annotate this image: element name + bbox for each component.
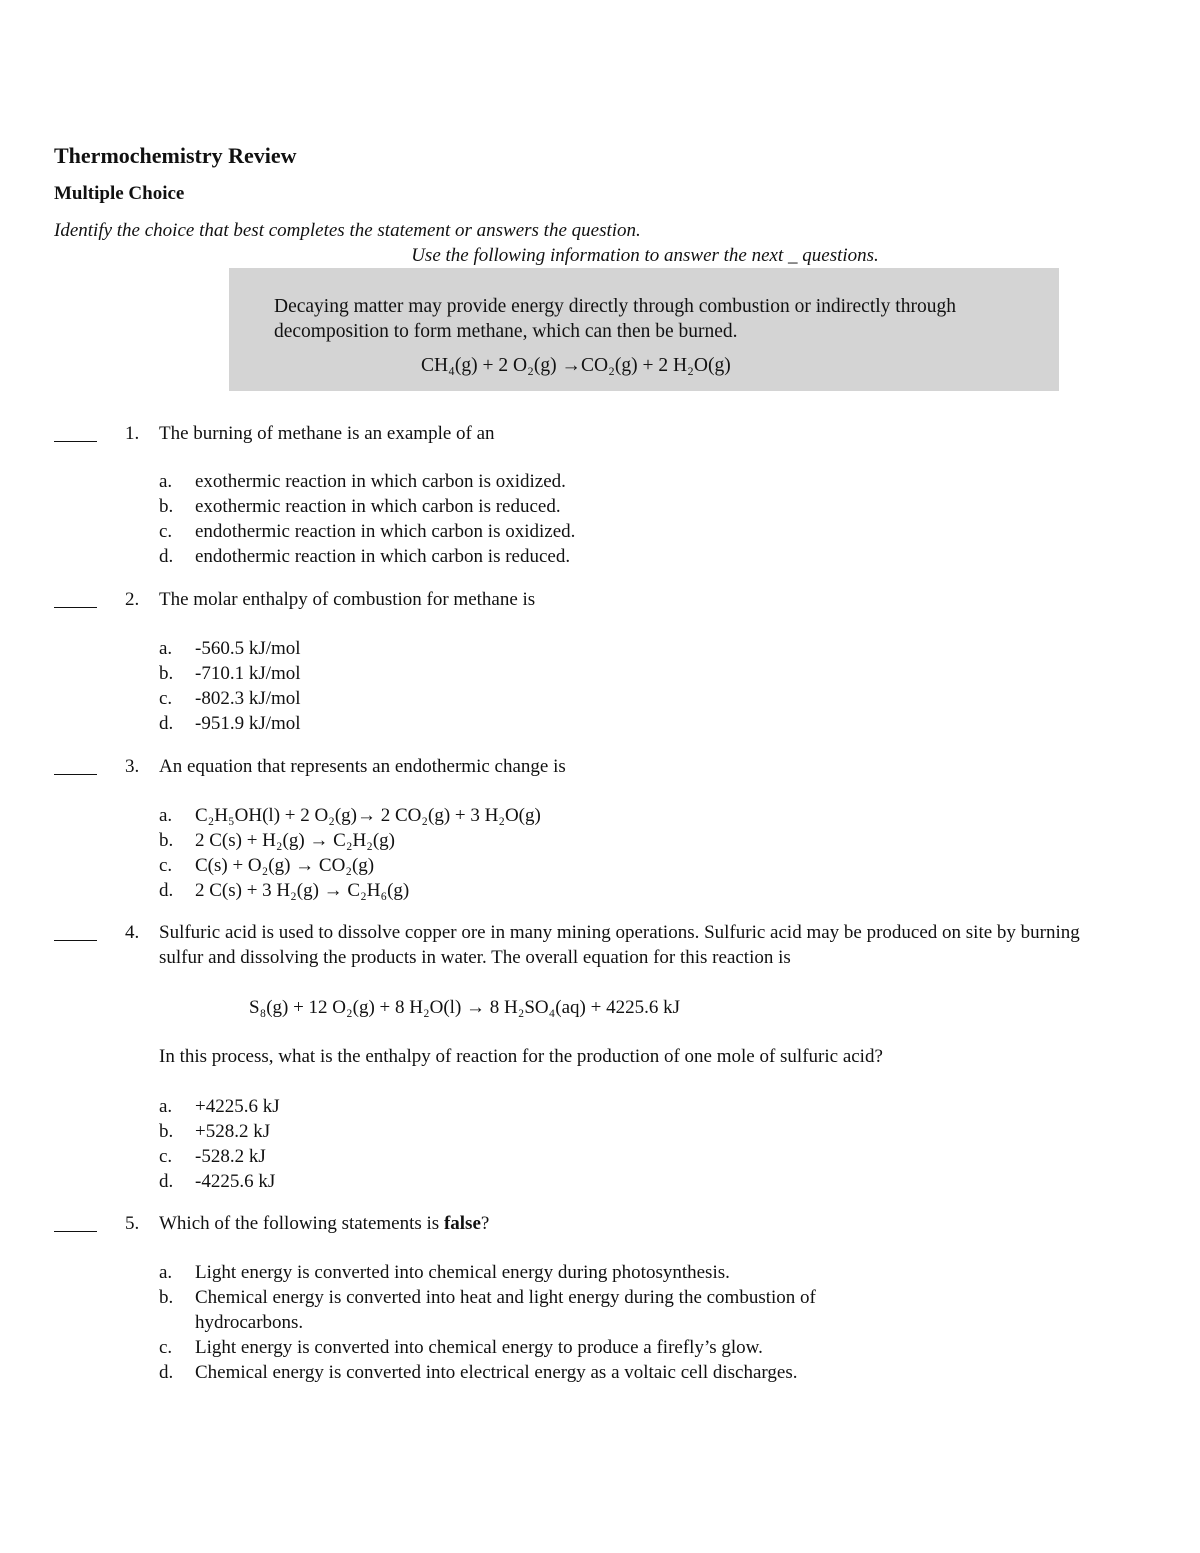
option-letter: a.	[159, 1262, 173, 1283]
option-text: -802.3 kJ/mol	[195, 688, 301, 709]
question-stem-end: ?	[480, 1213, 490, 1234]
option-text: +528.2 kJ	[195, 1121, 271, 1142]
question-number: 3.	[125, 756, 140, 777]
option-text: -560.5 kJ/mol	[195, 638, 301, 659]
question-stem: Sulfuric acid is used to dissolve copper ore in many mining operations. Sulfuric acid may be produced on site by burning sulfur and dissolving the products in water. The overall equation for this reaction is	[159, 922, 1080, 968]
question-number: 2.	[125, 589, 140, 610]
option-letter: a.	[159, 1096, 173, 1117]
answer-blank[interactable]	[54, 583, 97, 608]
reaction-equation: S₈(g) + 12 O₂(g) + 8 H₂O(l) → 8 H₂SO₄(aq) + 4225.6 kJ	[249, 997, 680, 1018]
option-letter: b.	[159, 1121, 174, 1142]
option-letter: a.	[159, 638, 173, 659]
option-letter: d.	[159, 1171, 174, 1192]
option-letter: a.	[159, 471, 173, 492]
option-letter: c.	[159, 855, 173, 876]
answer-blank[interactable]	[54, 750, 97, 775]
option-letter: c.	[159, 521, 173, 542]
option-text: -528.2 kJ	[195, 1146, 266, 1167]
option-text: -710.1 kJ/mol	[195, 663, 301, 684]
answer-blank[interactable]	[54, 1207, 97, 1232]
info-box-text: Decaying matter may provide energy directly through combustion or indirectly through decomposition to form methane, which can then be burned.	[274, 296, 956, 342]
question-stem-emphasis: false	[443, 1213, 481, 1234]
option-text: exothermic reaction in which carbon is reduced.	[195, 496, 561, 517]
option-text: Chemical energy is converted into heat and light energy during the combustion of hydrocarbons.	[195, 1287, 816, 1333]
option-letter: c.	[159, 1146, 173, 1167]
question-substem: In this process, what is the enthalpy of reaction for the production of one mole of sulfuric acid?	[159, 1046, 883, 1067]
question-stem-start: Which of the following statements is	[159, 1213, 444, 1234]
page-title: Thermochemistry Review	[54, 143, 297, 168]
question-stem	[159, 1211, 1119, 1236]
option-text: -4225.6 kJ	[195, 1171, 276, 1192]
option-text: 2 C(s) + H₂(g) → C₂H₂(g)	[195, 830, 395, 851]
option-text: 2 C(s) + 3 H₂(g) → C₂H₆(g)	[195, 880, 410, 901]
question-stem: An equation that represents an endothermic change is	[159, 756, 566, 777]
option-letter: b.	[159, 663, 174, 684]
option-letter: c.	[159, 1337, 173, 1358]
option-text: +4225.6 kJ	[195, 1096, 280, 1117]
option-text: C(s) + O₂(g) → CO₂(g)	[195, 855, 375, 876]
question-number: 4.	[125, 922, 140, 943]
option-letter: d.	[159, 546, 174, 567]
option-text: endothermic reaction in which carbon is reduced.	[195, 546, 571, 567]
option-text: endothermic reaction in which carbon is oxidized.	[195, 521, 576, 542]
info-box	[229, 268, 1059, 391]
info-box-equation: CH₄(g) + 2 O₂(g) →CO₂(g) + 2 H₂O(g)	[421, 355, 731, 376]
option-letter: d.	[159, 713, 174, 734]
question-number: 1.	[125, 423, 140, 444]
option-letter: d.	[159, 880, 174, 901]
option-letter: b.	[159, 496, 174, 517]
question-stem: The molar enthalpy of combustion for methane is	[159, 589, 536, 610]
option-text: exothermic reaction in which carbon is oxidized.	[195, 471, 566, 492]
answer-blank[interactable]	[54, 417, 97, 442]
option-letter: d.	[159, 1362, 174, 1383]
option-text: Chemical energy is converted into electrical energy as a voltaic cell discharges.	[195, 1362, 798, 1383]
option-text: Light energy is converted into chemical energy to produce a firefly’s glow.	[195, 1337, 763, 1358]
option-text: -951.9 kJ/mol	[195, 713, 301, 734]
question-stem: The burning of methane is an example of an	[159, 423, 495, 444]
option-letter: b.	[159, 1287, 174, 1308]
question-number: 5.	[125, 1213, 140, 1234]
instructions: Identify the choice that best completes the statement or answers the question.	[54, 220, 641, 241]
option-text: Light energy is converted into chemical energy during photosynthesis.	[195, 1262, 730, 1283]
option-letter: a.	[159, 805, 173, 826]
section-heading: Multiple Choice	[54, 183, 185, 204]
option-letter: c.	[159, 688, 173, 709]
option-text: C₂H₅OH(l) + 2 O₂(g)→ 2 CO₂(g) + 3 H₂O(g)	[195, 805, 541, 826]
option-letter: b.	[159, 830, 174, 851]
answer-blank[interactable]	[54, 916, 97, 941]
use-info-note: Use the following information to answer the next _ questions.	[411, 245, 879, 266]
